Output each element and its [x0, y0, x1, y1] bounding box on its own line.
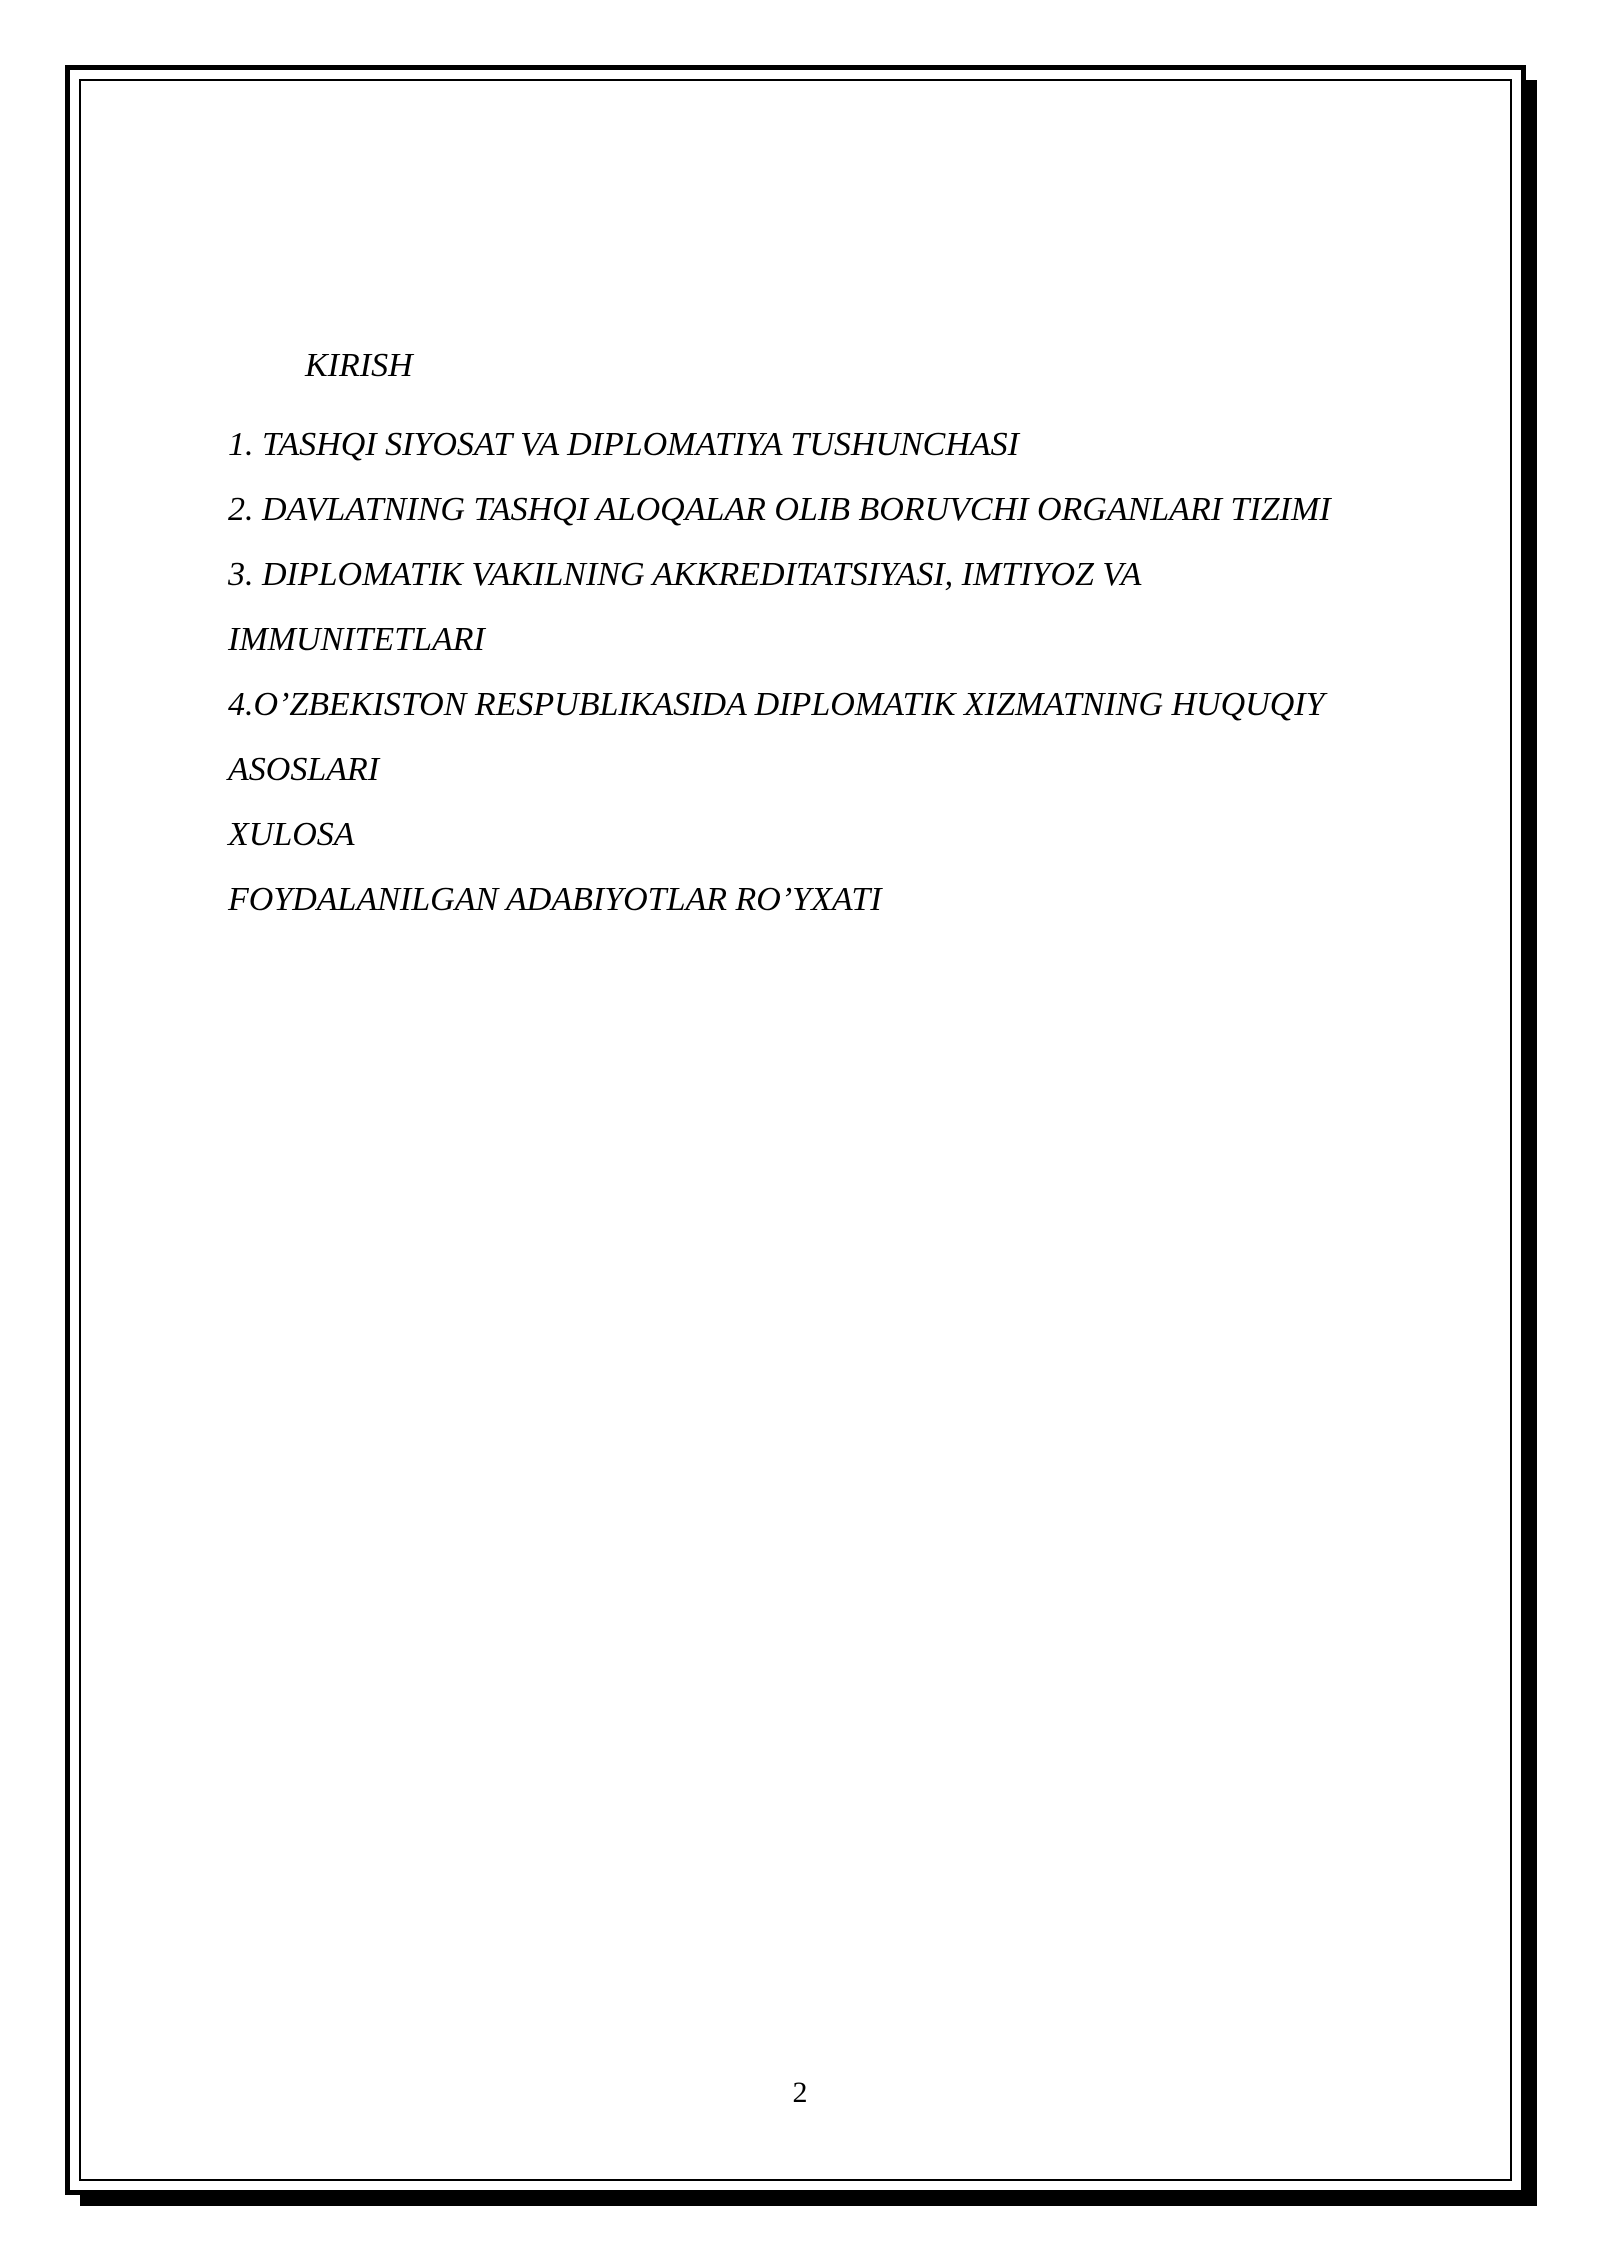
toc-item-chapter-2: 2. DAVLATNING TASHQI ALOQALAR OLIB BORUVCHI ORGANLARI TIZIMI [228, 491, 1331, 528]
table-of-contents [228, 333, 1488, 932]
toc-item-chapter-4-line-1: 4.O’ZBEKISTON RESPUBLIKASIDA DIPLOMATIK XIZMATNING HUQUQIY [228, 686, 1325, 723]
page-number: 2 [792, 2076, 808, 2109]
toc-item-conclusion: XULOSA [228, 816, 355, 853]
toc-item-chapter-4-line-2: ASOSLARI [228, 751, 380, 788]
toc-item-chapter-3-line-1: 3. DIPLOMATIK VAKILNING AKKREDITATSIYASI, IMTIYOZ VA [228, 556, 1142, 593]
toc-item-chapter-3-line-2: IMMUNITETLARI [228, 621, 485, 658]
toc-item-introduction: KIRISH [305, 347, 413, 384]
toc-item-references: FOYDALANILGAN ADABIYOTLAR RO’YXATI [228, 881, 882, 918]
toc-item-chapter-1: 1. TASHQI SIYOSAT VA DIPLOMATIYA TUSHUNCHASI [228, 426, 1019, 463]
